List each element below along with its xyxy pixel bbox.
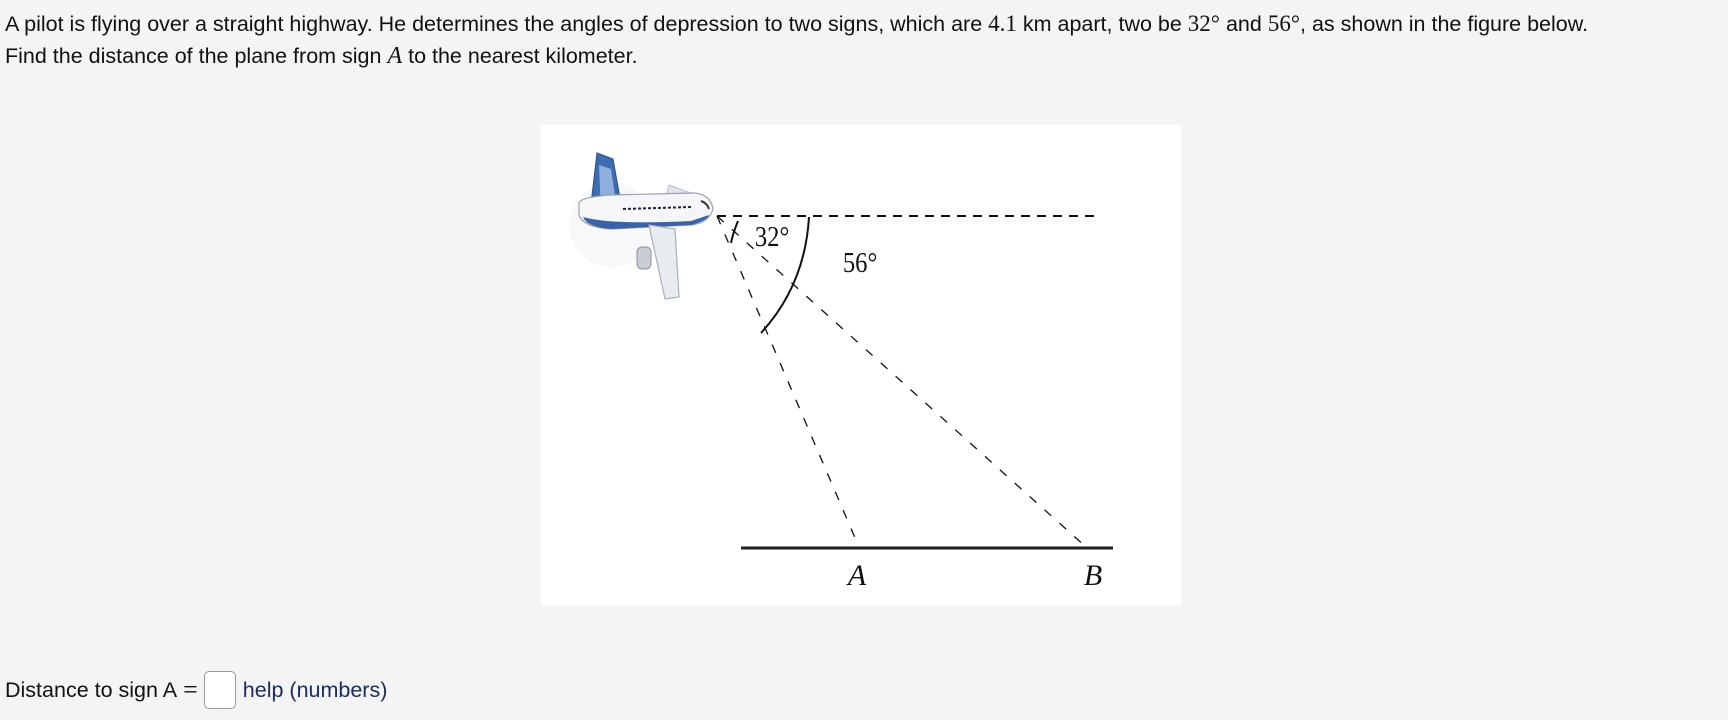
sight-line-to-a xyxy=(717,216,859,547)
sign-b-label: B xyxy=(1083,559,1103,592)
help-numbers-link[interactable]: help (numbers) xyxy=(242,677,388,702)
problem-text-3: and xyxy=(1220,12,1268,36)
sign-variable: A xyxy=(387,43,403,69)
angle-arc-32 xyxy=(731,221,738,243)
angle-value-56: 56° xyxy=(1267,11,1301,36)
problem-text-6: to the nearest kilometer. xyxy=(402,44,638,68)
problem-text-2: km apart, two be xyxy=(1016,12,1188,36)
equals-sign: = xyxy=(183,675,198,704)
answer-label: Distance to sign A xyxy=(5,677,178,702)
sight-line-to-b xyxy=(717,216,1086,547)
angle-label-32: 32° xyxy=(754,221,790,253)
angle-label-56: 56° xyxy=(842,247,878,279)
problem-text-1: A pilot is flying over a straight highway. He determines the angles of depression to two signs, which are xyxy=(5,12,989,36)
sign-a-label: A xyxy=(847,559,867,592)
angle-value-32: 32° xyxy=(1187,11,1220,36)
airplane-icon xyxy=(569,153,713,299)
answer-row xyxy=(5,668,387,712)
problem-text-4: , as shown in the figure below. xyxy=(1300,12,1589,36)
distance-value: 4.1 xyxy=(988,11,1017,36)
problem-statement xyxy=(5,8,1720,72)
problem-text-5: Find the distance of the plane from sign xyxy=(5,44,388,68)
distance-answer-input[interactable] xyxy=(204,671,236,709)
problem-figure xyxy=(541,125,1181,605)
figure-diagram xyxy=(541,125,1181,605)
